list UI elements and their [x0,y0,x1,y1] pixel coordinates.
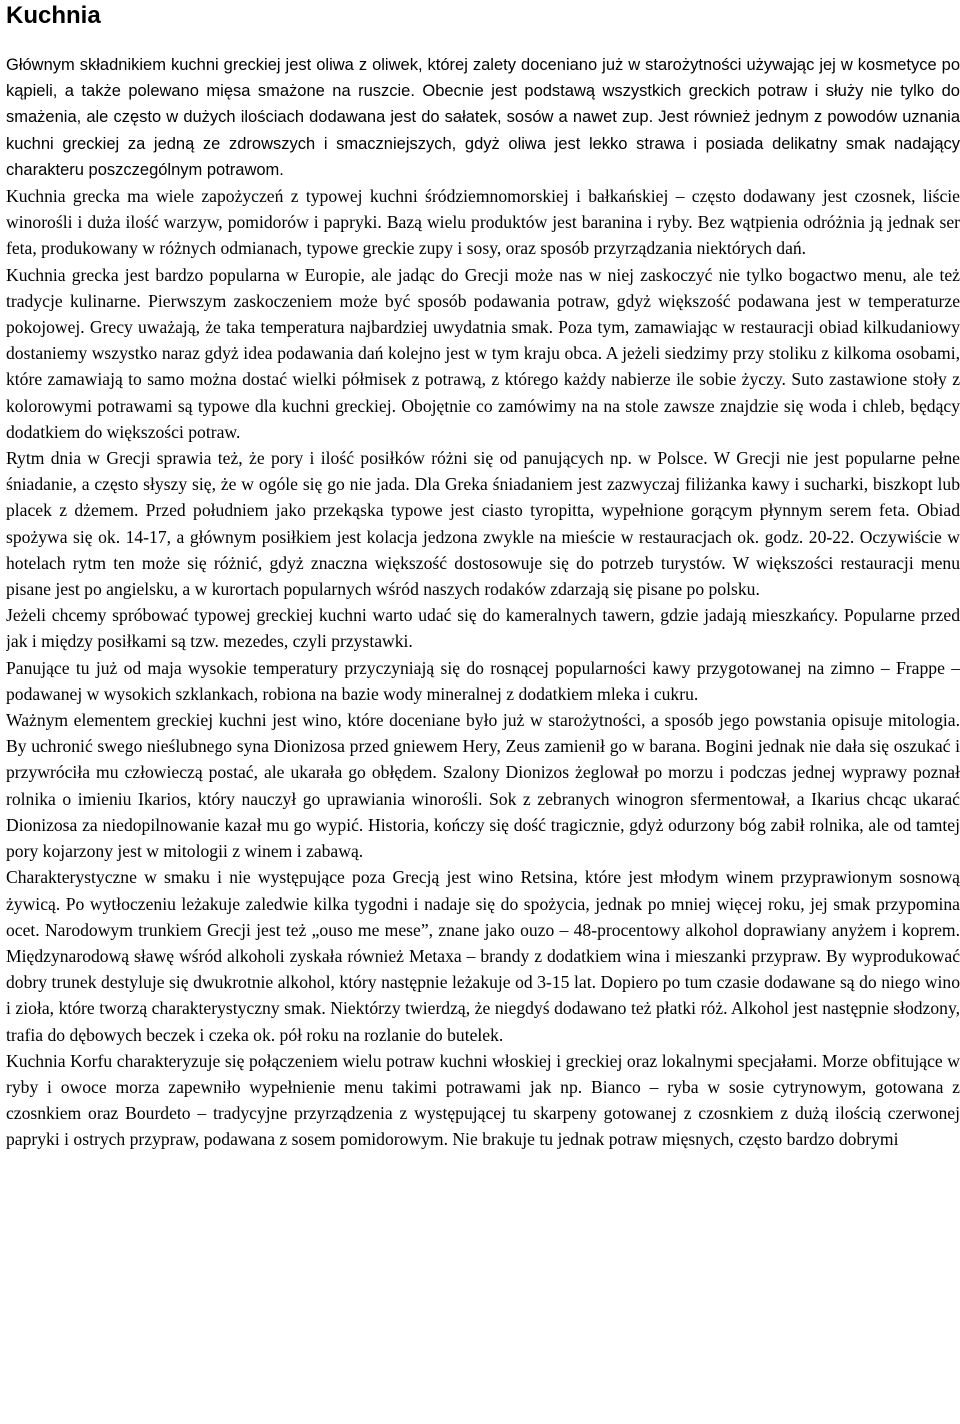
paragraph-influences: Kuchnia grecka ma wiele zapożyczeń z typowej kuchni śródziemnomorskiej i bałkańskiej – często dodawany jest czosnek, liście winorośli i duża ilość warzyw, pomidorów i papryki. Bazą wielu produktów jest baranina i ryby. Bez wątpienia odróżnia ją jednak ser feta, produkowany w różnych odmianach, typowe greckie zupy i sosy, oraz sposób przyrządzania niektórych dań. [6,186,960,259]
paragraph-daily-rhythm: Rytm dnia w Grecji sprawia też, że pory i ilość posiłków różni się od panujących np. w Polsce. W Grecji nie jest popularne pełne śniadanie, a często słyszy się, że w ogóle się go nie jada. Dla Greka śniadaniem jest zazwyczaj filiżanka kawy i sucharki, biszkopt lub placek z dżemem. Przed południem jako przekąska typowe jest ciasto tyropitta, wypełnione gorącym płynnym serem feta. Obiad spożywa się ok. 14-17, a głównym posiłkiem jest kolacja jedzona zwykle na mieście w restauracjach ok. godz. 20-22. Oczywiście w hotelach rytm ten może się różnić, gdyż znaczna większość dostosowuje się do potrzeb turystów. W większości restauracji menu pisane jest po angielsku, a w kurortach popularnych wśród naszych rodaków zdarzają się pisane po polsku. [6,448,960,600]
paragraph-corfu-cuisine: Kuchnia Korfu charakteryzuje się połączeniem wielu potraw kuchni włoskiej i greckiej oraz lokalnymi specjałami. Morze obfitujące w ryby i owoce morza zapewniło wypełnienie menu takimi potrawami jak np. Bianco – ryba w sosie cytrynowym, gotowana z czosnkiem oraz Bourdeto – tradycyjne przyrządzenia z występującej tu skarpeny gotowanej z czosnkiem z dużą ilością czerwonej papryki i ostrych przypraw, podawana z sosem pomidorowym. Nie brakuje tu jednak potraw mięsnych, często bardzo dobrymi [6,1050,960,1150]
article-body [6,52,960,1153]
paragraph-wine-myth: Ważnym elementem greckiej kuchni jest wino, które doceniane było już w starożytności, a sposób jego powstania opisuje mitologia. By uchronić swego nieślubnego syna Dionizosa przed gniewem Hery, Zeus zamienił go w barana. Bogini jednak nie dała się oszukać i przywróciła mu człowieczą postać, ale ukarała go obłędem. Szalony Dionizos żeglował po morzu i podczas jednej wyprawy poznał rolnika o imieniu Ikarios, który nauczył go uprawiania winorośli. Sok z zebranych winogron sfermentował, a Ikarius chcąc ukarać Dionizosa za niedopilnowanie kazał mu go wypić. Historia, kończy się dość tragicznie, gdyż odurzony bóg zabił rolnika, ale od tamtej pory kojarzony jest w mitologii z winem i zabawą. [6,710,960,862]
paragraph-serving-customs: Kuchnia grecka jest bardzo popularna w Europie, ale jadąc do Grecji może nas w niej zaskoczyć nie tylko bogactwo menu, ale też tradycje kulinarne. Pierwszym zaskoczeniem może być sposób podawania potraw, gdyż większość podawana jest w temperaturze pokojowej. Grecy uważają, że taka temperatura najbardziej uwydatnia smak. Poza tym, zamawiając w restauracji obiad kilkudaniowy dostaniemy wszystko naraz gdyż idea podawania dań kolejno jest w tym kraju obca. A jeżeli siedzimy przy stoliku z kilkoma osobami, które zamawiają to samo można dostać wielki półmisek z potrawą, z którego każdy nabierze ile sobie życzy. Suto zastawione stoły z kolorowymi potrawami są typowe dla kuchni greckiej. Obojętnie co zamówimy na na stole zawsze znajdzie się woda i chleb, będący dodatkiem do większości potraw. [6,264,960,442]
paragraph-tavernas: Jeżeli chcemy spróbować typowej greckiej kuchni warto udać się do kameralnych tawern, gdzie jadają mieszkańcy. Popularne przed jak i między posiłkami są tzw. mezedes, czyli przystawki. [6,605,960,652]
document-page [6,0,960,1424]
page-title: Kuchnia [6,2,101,29]
paragraph-retsina-ouzo-metaxa: Charakterystyczne w smaku i nie występujące poza Grecją jest wino Retsina, które jest młodym winem przyprawionym sosnową żywicą. Po wytłoczeniu leżakuje zaledwie kilka tygodni i nadaje się do spożycia, jednak po mniej więcej roku, jej smak przypomina ocet. Narodowym trunkiem Grecji jest też „ouso me mese”, znane jako ouzo – 48-procentowy alkohol doprawiany anyżem i koprem. Międzynarodową sławę wśród alkoholi zyskała również Metaxa – brandy z dodatkiem wina i mieszanki przypraw. By wyprodukować dobry trunek destyluje się dwukrotnie alkohol, który następnie leżakuje od 3-15 lat. Dopiero po tum czasie dodawane są do niego wino i zioła, które tworzą charakterystyczny smak. Niektórzy twierdzą, że niegdyś dodawano też płatki róż. Alkohol jest następnie słodzony, trafia do dębowych beczek i czeka ok. pół roku na rozlanie do butelek. [6,867,960,1045]
paragraph-olive-oil: Głównym składnikiem kuchni greckiej jest oliwa z oliwek, której zalety doceniano już w starożytności używając jej w kosmetyce po kąpieli, a także polewano mięsa smażone na ruszcie. Obecnie jest podstawą wszystkich greckich potraw i służy nie tylko do smażenia, ale często w dużych ilościach dodawana jest do sałatek, sosów a nawet zup. Jest również jednym z powodów uznania kuchni greckiej za jedną ze zdrowszych i smaczniejszych, gdyż oliwa jest lekko strawa i posiada delikatny smak nadający charakteru poszczególnym potrawom. [6,56,960,179]
paragraph-frappe: Panujące tu już od maja wysokie temperatury przyczyniają się do rosnącej popularności kawy przygotowanej na zimno – Frappe – podawanej w wysokich szklankach, robiona na bazie wody mineralnej z dodatkiem mleka i cukru. [6,657,960,704]
